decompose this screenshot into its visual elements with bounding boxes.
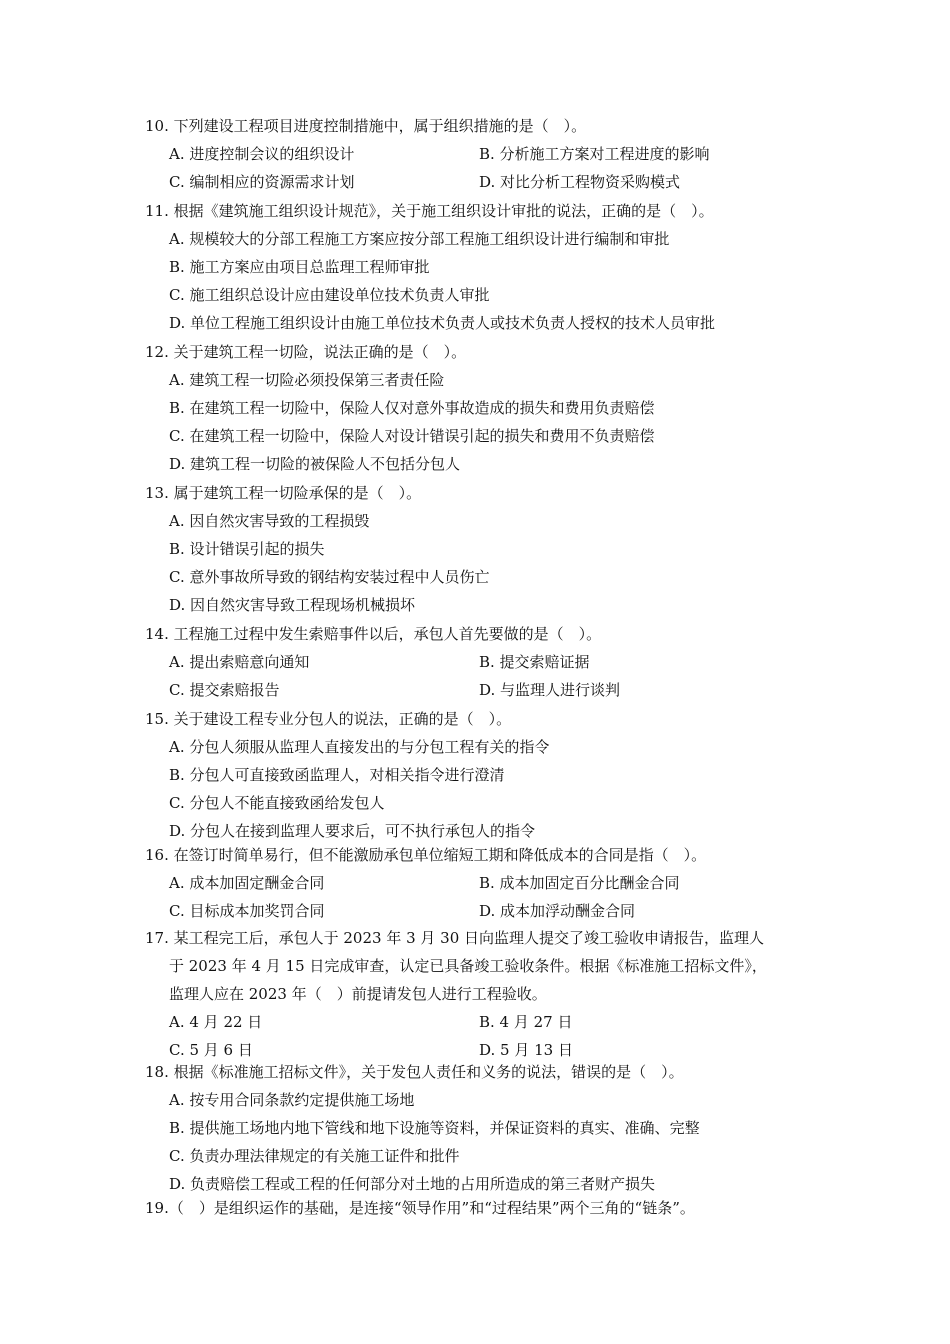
option-b: B. 分析施工方案对工程进度的影响 [479, 145, 710, 163]
options [145, 366, 815, 478]
option-a: A. 4 月 22 日 [169, 1013, 263, 1031]
question-stem: 14. 工程施工过程中发生索赔事件以后，承包人首先要做的是（ ）。 [145, 625, 602, 643]
option-d: D. 单位工程施工组织设计由施工单位技术负责人或技术负责人授权的技术人员审批 [169, 314, 716, 332]
option-d: D. 负责赔偿工程或工程的任何部分对土地的占用所造成的第三者财产损失 [169, 1175, 656, 1193]
options [145, 1086, 815, 1198]
question-stem: 12. 关于建筑工程一切险，说法正确的是（ ）。 [145, 343, 467, 361]
option-d: D. 建筑工程一切险的被保险人不包括分包人 [169, 455, 461, 473]
option-b: B. 成本加固定百分比酬金合同 [479, 874, 680, 892]
question-stem: 15. 关于建设工程专业分包人的说法，正确的是（ ）。 [145, 710, 512, 728]
option-c: C. 提交索赔报告 [169, 681, 280, 699]
option-a: A. 分包人须服从监理人直接发出的与分包工程有关的指令 [169, 738, 550, 756]
option-b: B. 设计错误引起的损失 [169, 540, 325, 558]
question-stem: 13. 属于建筑工程一切险承保的是（ ）。 [145, 484, 422, 502]
option-a: A. 提出索赔意向通知 [169, 653, 310, 671]
question-19 [145, 1194, 815, 1222]
question-13 [145, 479, 815, 619]
option-a: A. 进度控制会议的组织设计 [169, 145, 355, 163]
question-12 [145, 338, 815, 478]
question-15 [145, 705, 815, 845]
option-c: C. 目标成本加奖罚合同 [169, 902, 325, 920]
question-stem: 18. 根据《标准施工招标文件》，关于发包人责任和义务的说法，错误的是（ ）。 [145, 1063, 684, 1081]
options [145, 869, 815, 925]
option-c: C. 负责办理法律规定的有关施工证件和批件 [169, 1147, 460, 1165]
question-stem: 16. 在签订时简单易行，但不能激励承包单位缩短工期和降低成本的合同是指（ ）。 [145, 846, 707, 864]
option-c: C. 在建筑工程一切险中，保险人对设计错误引起的损失和费用不负责赔偿 [169, 427, 655, 445]
option-d: D. 因自然灾害导致工程现场机械损坏 [169, 596, 416, 614]
question-18 [145, 1058, 815, 1198]
option-c: C. 编制相应的资源需求计划 [169, 173, 355, 191]
option-d: D. 与监理人进行谈判 [479, 681, 621, 699]
question-stem: 11. 根据《建筑施工组织设计规范》，关于施工组织设计审批的说法，正确的是（ ）。 [145, 202, 714, 220]
options [145, 507, 815, 619]
option-b: B. 在建筑工程一切险中，保险人仅对意外事故造成的损失和费用负责赔偿 [169, 399, 655, 417]
option-b: B. 施工方案应由项目总监理工程师审批 [169, 258, 430, 276]
options [145, 225, 815, 337]
question-stem: 17. 某工程完工后，承包人于 2023 年 3 月 30 日向监理人提交了竣工验收申请报告，监理人 [145, 929, 765, 947]
option-b: B. 4 月 27 日 [479, 1013, 573, 1031]
question-stem: 19.（ ）是组织运作的基础，是连接“领导作用”和“过程结果”两个三角的“链条”。 [145, 1199, 695, 1217]
option-b: B. 提交索赔证据 [479, 653, 590, 671]
question-11 [145, 197, 815, 337]
option-a: A. 因自然灾害导致的工程损毁 [169, 512, 370, 530]
question-14 [145, 620, 815, 704]
question-stem-continued: 监理人应在 2023 年（ ）前提请发包人进行工程验收。 [169, 985, 547, 1003]
option-a: A. 按专用合同条款约定提供施工场地 [169, 1091, 415, 1109]
option-a: A. 规模较大的分部工程施工方案应按分部工程施工组织设计进行编制和审批 [169, 230, 670, 248]
option-c: C. 施工组织总设计应由建设单位技术负责人审批 [169, 286, 490, 304]
options [145, 1008, 815, 1064]
question-10 [145, 112, 815, 196]
options [145, 140, 815, 196]
option-b: B. 提供施工场地内地下管线和地下设施等资料，并保证资料的真实、准确、完整 [169, 1119, 700, 1137]
options [145, 733, 815, 845]
option-c: C. 分包人不能直接致函给发包人 [169, 794, 385, 812]
question-stem-continued: 于 2023 年 4 月 15 日完成审查，认定已具备竣工验收条件。根据《标准施工招标文件》， [169, 957, 767, 975]
option-c: C. 意外事故所导致的钢结构安装过程中人员伤亡 [169, 568, 490, 586]
question-17 [145, 924, 815, 1064]
option-d: D. 对比分析工程物资采购模式 [479, 173, 681, 191]
question-16 [145, 841, 815, 925]
options [145, 648, 815, 704]
option-d: D. 分包人在接到监理人要求后，可不执行承包人的指令 [169, 822, 536, 840]
option-c: C. 5 月 6 日 [169, 1041, 253, 1059]
option-d: D. 5 月 13 日 [479, 1041, 573, 1059]
option-d: D. 成本加浮动酬金合同 [479, 902, 636, 920]
option-a: A. 建筑工程一切险必须投保第三者责任险 [169, 371, 445, 389]
option-b: B. 分包人可直接致函监理人，对相关指令进行澄清 [169, 766, 505, 784]
question-stem: 10. 下列建设工程项目进度控制措施中，属于组织措施的是（ ）。 [145, 117, 587, 135]
option-a: A. 成本加固定酬金合同 [169, 874, 325, 892]
